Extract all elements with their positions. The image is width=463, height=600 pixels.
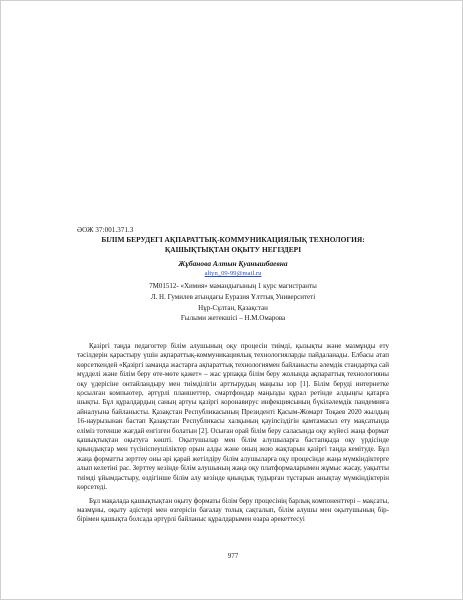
affiliation-line: Ғылыми жетекшісі – Н.М.Омарова [180, 314, 286, 323]
article-title [77, 235, 389, 255]
document-page [77, 0, 389, 600]
title-line: ҚАШЫҚТЫҚТАН ОҚЫТУ НЕГІЗДЕРІ [164, 245, 302, 254]
body-paragraph: Қазіргі таңда педагогтер білім алушының оқу процесін тиімді, қызықты және мазмұнды ету тәсілдерін қарастыру үшін ақпараттық-коммуникациялық технологияларды пайдаланады. Елбасы атап көрсеткендей «Қазіргі заманда жастарға ақпараттық технологиямен байланысты әлемдік стандартқа сай мүдделі және білім беру өте-мөте қажет» – жас ұрпаққа білім беру жолында ақпараттық технологияны оқу үдерісіне онтайландыру мен тиімділігін арттырудың маңызы зор [1]. Білім беруді интернетке қосылған компьютер, әртүрлі планшеттер, смартфондар маңызды құрал ретінде алдыңғы қатарға шықты. Бұл құралдардың саның артуы қазіргі коронавирус инфекциясының бүкіләлемдік пандемияға айналуына байланысты. Қазақстан Республикасының Президенті Қасым-Жомарт Тоқаев 2020 жылдың 16-наурызынан бастап Қазақстан Республикасы халқының қауіпсіздігін қамтамасыз ету мақсатында еліміз тотенше жағдай енгізген болатын [2]. Осыған орай білім беру саласында оқу жүйесі жаңа формат қашықтықтан оқытуға көшті. Оқытушылар мен білім алушыларға бастапқыда оқу үрдісінде қиындықтар мен түсініспеушіліктер орын алды және оның жою жақтарын қазіргі таңда кемітуде. Бұл жаңа форматты зерттеу оны әрі қарай жетілдіру білім алушыларға оқу процесінде жаңа мүмкіндіктерге алып келетіні рас. Зерттеу кезінде білім алушының жаңа оқу платформаларымен жұмыс жасау, уақытты тиімді ұйымдастыру, өздігінше білім алу кезінде қиындық тудырған тұстарын анықтау мүмкіндіктерін көрсетеді. [77, 342, 389, 492]
author-name: Жұбанова Алтын Қуанышбаевна [178, 259, 288, 268]
article-body [77, 342, 389, 525]
title-line: БІЛІМ БЕРУДЕГІ АҚПАРАТТЫҚ-КОММУНИКАЦИЯЛЫҚ ТЕХНОЛОГИЯ: [101, 235, 365, 244]
page-number: 977 [227, 552, 239, 560]
udc-code: ӘОЖ 37:001.371.3 [77, 226, 134, 234]
affiliation-line: Нұр-Сұлтан, Қазақстан [198, 303, 268, 312]
body-paragraph: Бұл мақалада қашықтықтан оқыту форматы білім беру процесінің барлық компоненттері – мақсаты, мазмұны, оқыту әдістері мен өзгерісін бағалау толық сақталып, білім алушы мен оқытушының бір-бірімен қашықта болсада әртүрлі байланыс құралдарымен өзара әрекеттесуі [77, 496, 389, 524]
affiliation-line: 7M01512- «Химия» мамандығының 1 курс магистранты [149, 282, 317, 290]
affiliation-line: Л. Н. Гумилев атындағы Еуразия Ұлттық Университеті [150, 292, 316, 301]
author-affiliation [77, 281, 389, 324]
author-email-link[interactable]: altyn_09-99@mail.ru [204, 270, 262, 277]
